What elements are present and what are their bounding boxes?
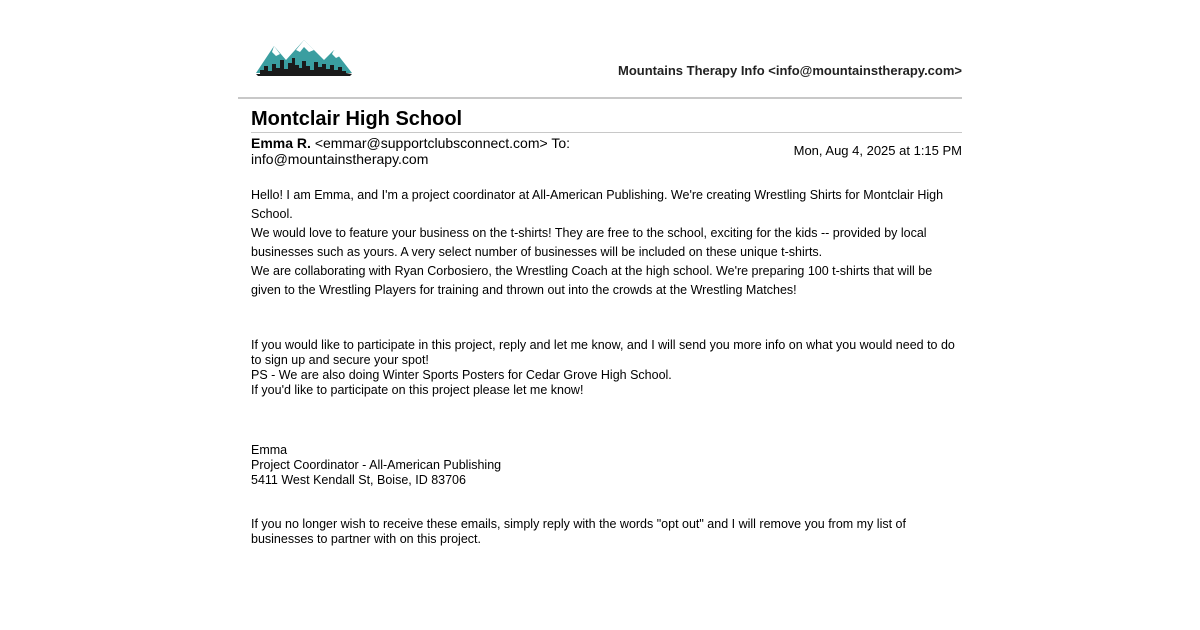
email-subject: Montclair High School	[251, 108, 463, 130]
body-paragraph: Hello! I am Emma, and I'm a project coordinator at All-American Publishing. We're creating Wrestling Shirts for Montclair High School.	[251, 188, 944, 221]
signature	[251, 443, 961, 488]
email-body	[251, 186, 956, 300]
recipient-email: info@mountainstherapy.com	[251, 151, 429, 167]
cta-line: PS - We are also doing Winter Sports Posters for Cedar Grove High School.	[251, 368, 672, 382]
mountain-city-logo-icon	[254, 38, 354, 80]
opt-out-notice	[251, 517, 961, 547]
header-divider	[238, 97, 962, 99]
email-date: Mon, Aug 4, 2025 at 1:15 PM	[793, 143, 962, 158]
sender-name: Emma R.	[251, 135, 311, 151]
email-from-to	[251, 135, 611, 167]
cta-line: If you'd like to participate on this project please let me know!	[251, 383, 584, 397]
subject-divider	[251, 132, 962, 133]
body-paragraph: We would love to feature your business on the t-shirts! They are free to the school, exciting for the kids -- provided by local businesses such as yours. A very select number of businesses will be included on these unique t-shirts.	[251, 226, 927, 259]
signature-name: Emma	[251, 443, 288, 457]
sender-email: <emmar@supportclubsconnect.com>	[314, 135, 548, 151]
signature-title: Project Coordinator - All-American Publishing	[251, 458, 502, 472]
call-to-action	[251, 338, 961, 398]
opt-out-text: If you no longer wish to receive these emails, simply reply with the words "opt out" and I will remove you from my list of businesses to partner with on this project.	[251, 517, 906, 546]
cta-line: If you would like to participate in this project, reply and let me know, and I will send you more info on what you would need to do to sign up and secure your spot!	[251, 338, 955, 367]
to-label: To:	[551, 135, 571, 151]
account-header: Mountains Therapy Info <info@mountainstherapy.com>	[618, 63, 962, 78]
body-paragraph: We are collaborating with Ryan Corbosiero, the Wrestling Coach at the high school. We're preparing 100 t-shirts that will be given to the Wrestling Players for training and thrown out into the crowds at the Wrestling Matches!	[251, 264, 933, 297]
signature-address: 5411 West Kendall St, Boise, ID 83706	[251, 473, 466, 487]
